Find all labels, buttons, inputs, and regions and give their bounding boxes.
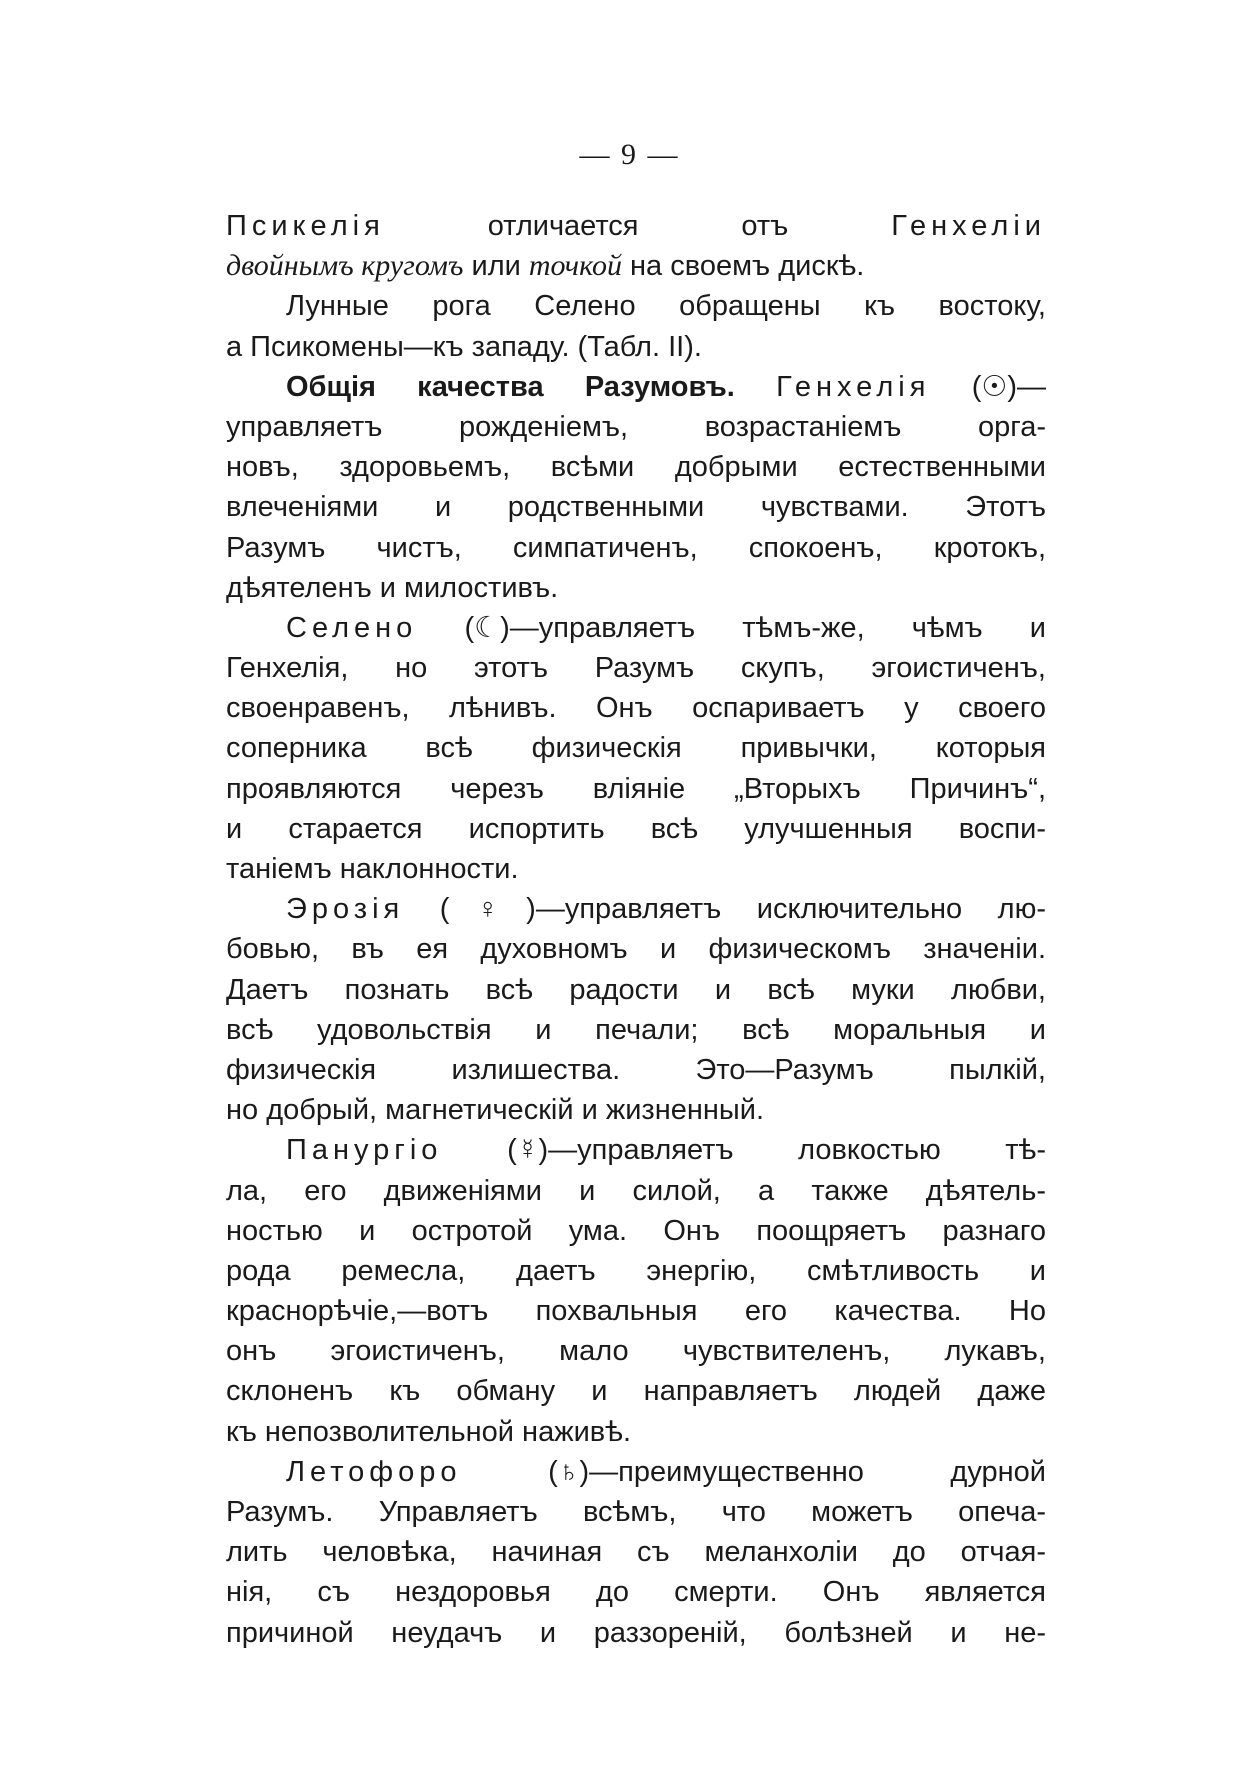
text-line [226, 1130, 1046, 1170]
text-line: Лунные рога Селено обращены къ востоку, [286, 290, 1046, 323]
text-line: ла, его движеніями и силой, а также дѣятель- [226, 1174, 1046, 1207]
text-line: лить человѣка, начиная съ меланхоліи до отчая- [226, 1536, 1046, 1569]
term-name: Летофоро [286, 1455, 462, 1488]
text-fragment: (☾)—управляетъ тѣмъ-же, чѣмъ и [464, 611, 1046, 644]
text-line: склоненъ къ обману и направляетъ людей даже [226, 1375, 1046, 1408]
text-line: рода ремесла, даетъ энергію, смѣтливость и [226, 1254, 1046, 1287]
text-line: таніемъ наклонности. [226, 853, 519, 885]
text-line: Генхелія, но этотъ Разумъ скупъ, эгоистиченъ, [226, 652, 1046, 685]
text-line: а Псикомены—къ западу. (Табл. II). [226, 330, 702, 363]
text-line: Даетъ познать всѣ радости и всѣ муки любви, [226, 973, 1046, 1006]
text-fragment: (☉)— [971, 370, 1046, 403]
text-fragment: (♄)—преимущественно дурной [548, 1455, 1046, 1488]
text-line: физическія излишества. Это—Разумъ пылкій, [226, 1053, 1046, 1086]
term-name: Генхелія [776, 370, 931, 403]
text-line: но добрый, магнетическій и жизненный. [226, 1094, 765, 1127]
text-line: Разумъ. Управляетъ всѣмъ, что можетъ опеча- [226, 1496, 1046, 1528]
text-line: нія, съ нездоровья до смерти. Онъ является [226, 1576, 1046, 1609]
text-line: управляетъ рожденіемъ, возрастаніемъ орга- [226, 410, 1046, 443]
text-line: Разумъ чистъ, симпатиченъ, спокоенъ, кротокъ, [226, 531, 1046, 564]
text-line: влеченіями и родственными чувствами. Этотъ [226, 491, 1046, 524]
text-fragment: или [463, 250, 529, 283]
section-heading: Общія качества Разумовъ. [286, 370, 735, 403]
text-fragment: на своемъ дискѣ. [621, 250, 865, 283]
text-line: ностью и остротой ума. Онъ поощряетъ разнаго [226, 1214, 1046, 1247]
text-line: къ непозволительной наживѣ. [226, 1415, 632, 1448]
text-line: новъ, здоровьемъ, всѣми добрыми естественными [226, 451, 1046, 484]
text-line: и старается испортить всѣ улучшенныя воспи- [226, 812, 1046, 845]
text-fragment: отличается отъ [487, 210, 789, 242]
text-line [226, 367, 1046, 407]
text-line: онъ эгоистиченъ, мало чувствителенъ, лукавъ, [226, 1335, 1046, 1368]
term-name: Эрозія [286, 893, 405, 926]
term-name: Панургіо [286, 1134, 443, 1167]
italic-phrase: точкой [528, 249, 622, 283]
term-name: Генхеліи [891, 210, 1046, 242]
text-line [226, 608, 1046, 648]
text-line: соперника всѣ физическія привычки, которыя [226, 732, 1046, 765]
text-line [226, 246, 1046, 286]
text-line: краснорѣчіе,—вотъ похвальныя его качества. Но [226, 1295, 1046, 1328]
term-name: Селено [286, 611, 418, 644]
text-line: своенравенъ, лѣнивъ. Онъ оспариваетъ у своего [226, 692, 1046, 725]
text-line [226, 1452, 1046, 1492]
text-fragment: (♀)—управляетъ исключительно лю- [439, 893, 1047, 926]
text-line [226, 889, 1046, 929]
italic-phrase: двойнымъ кругомъ [226, 249, 464, 283]
term-name: Псикелія [226, 210, 385, 242]
text-line: всѣ удовольствія и печали; всѣ моральныя и [226, 1013, 1046, 1046]
text-line: бовью, въ ея духовномъ и физическомъ значеніи. [226, 933, 1046, 966]
text-line: проявляются черезъ вліяніе „Вторыхъ Причинъ“, [226, 772, 1046, 805]
text-fragment: (☿)—управляетъ ловкостью тѣ- [507, 1134, 1046, 1167]
text-line: причиной неудачъ и раззореній, болѣзней и не- [226, 1616, 1046, 1649]
page-number: — 9 — [579, 138, 680, 171]
text-line [226, 206, 1046, 246]
text-line: дѣятеленъ и милостивъ. [226, 571, 559, 604]
body-text [226, 206, 1046, 1653]
